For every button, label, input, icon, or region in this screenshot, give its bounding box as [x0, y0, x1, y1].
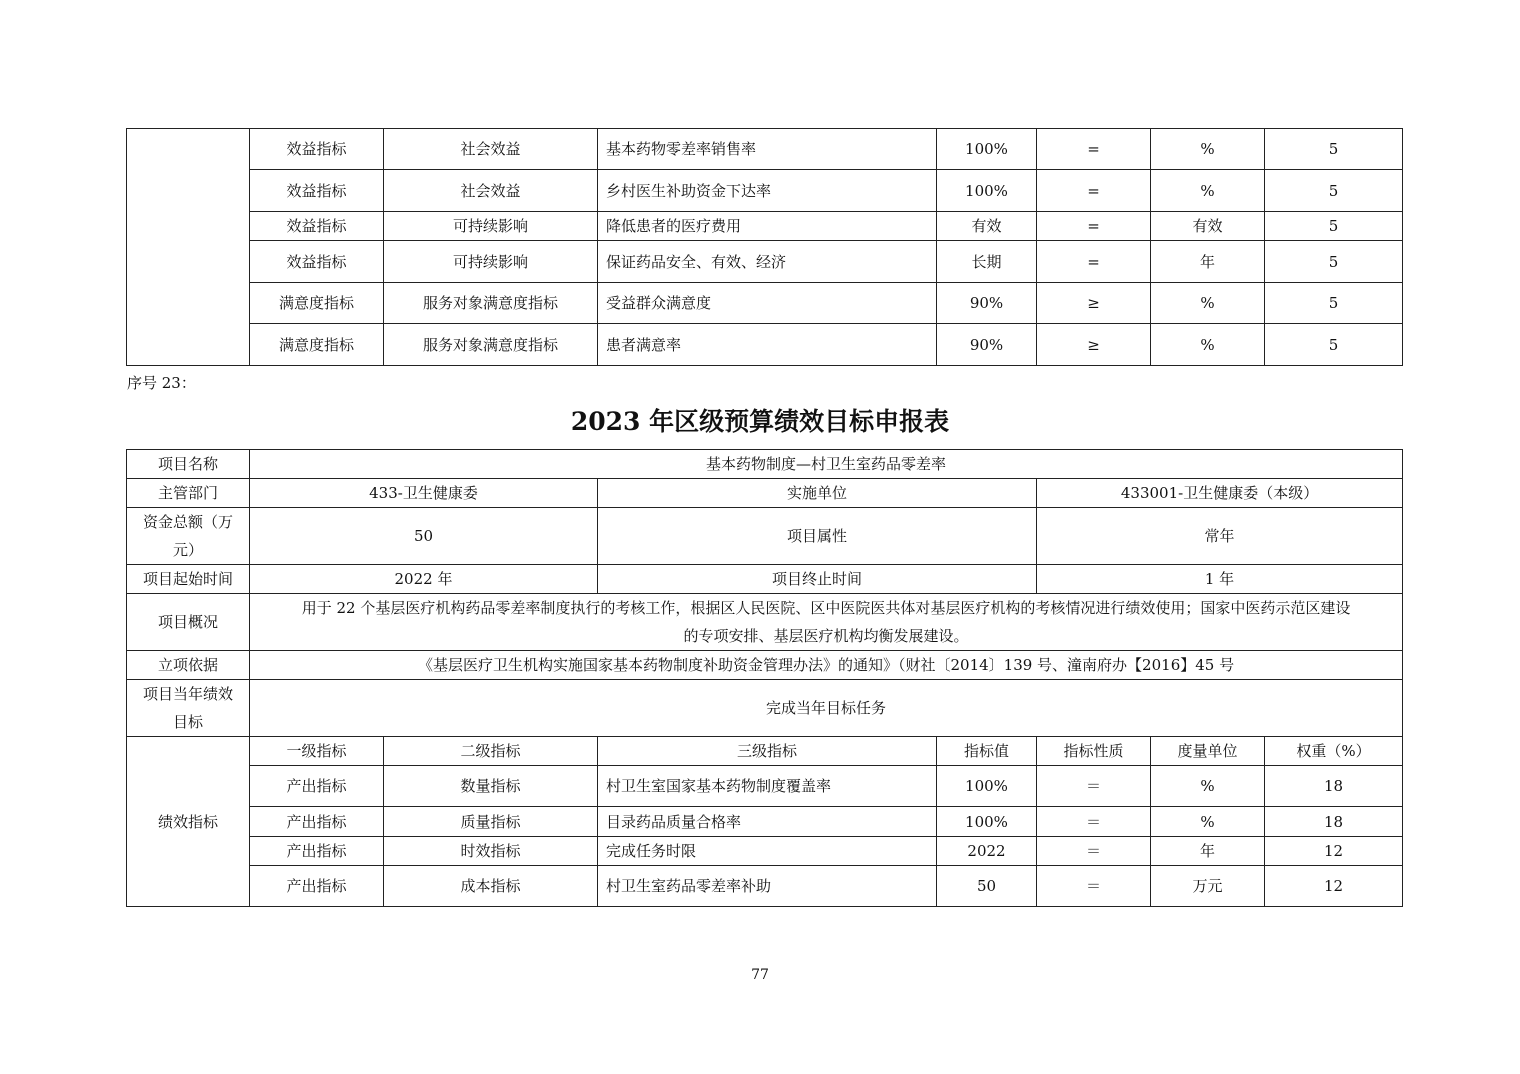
unit-cell: 有效	[1151, 212, 1265, 241]
unit-cell: %	[1151, 129, 1265, 170]
start-label: 项目起始时间	[127, 565, 250, 594]
nature-cell: ＝	[1037, 866, 1151, 907]
level3-cell: 降低患者的医疗费用	[598, 212, 937, 241]
nature-cell: ≥	[1037, 283, 1151, 324]
level2-cell: 可持续影响	[384, 241, 598, 283]
weight-cell: 18	[1265, 807, 1403, 837]
value-cell: 100%	[937, 170, 1037, 212]
value-cell: 长期	[937, 241, 1037, 283]
level1-cell: 满意度指标	[250, 283, 384, 324]
weight-cell: 5	[1265, 129, 1403, 170]
unit-cell: %	[1151, 807, 1265, 837]
table-row	[127, 129, 1403, 170]
end-value: 1 年	[1037, 565, 1403, 594]
table-row	[127, 766, 1403, 807]
weight-cell: 5	[1265, 212, 1403, 241]
level3-cell: 保证药品安全、有效、经济	[598, 241, 937, 283]
value-cell: 100%	[937, 129, 1037, 170]
level1-cell: 效益指标	[250, 129, 384, 170]
header-level1: 一级指标	[250, 737, 384, 766]
level1-cell: 满意度指标	[250, 324, 384, 366]
nature-cell: ＝	[1037, 807, 1151, 837]
value-cell: 有效	[937, 212, 1037, 241]
indicator-header-row	[127, 737, 1403, 766]
level1-cell: 产出指标	[250, 807, 384, 837]
table-row	[127, 212, 1403, 241]
table-row	[127, 837, 1403, 866]
weight-cell: 5	[1265, 283, 1403, 324]
value-cell: 50	[937, 866, 1037, 907]
level3-cell: 受益群众满意度	[598, 283, 937, 324]
value-cell: 2022	[937, 837, 1037, 866]
sequence-label: 序号 23：	[127, 374, 196, 392]
unit-cell: %	[1151, 283, 1265, 324]
dept-value: 433-卫生健康委	[250, 479, 598, 508]
perf-indicator-label: 绩效指标	[127, 737, 250, 907]
nature-cell: ＝	[1037, 837, 1151, 866]
level2-cell: 时效指标	[384, 837, 598, 866]
level3-cell: 基本药物零差率销售率	[598, 129, 937, 170]
table-row	[127, 170, 1403, 212]
nature-cell: =	[1037, 170, 1151, 212]
header-nature: 指标性质	[1037, 737, 1151, 766]
unit-cell: %	[1151, 324, 1265, 366]
level2-cell: 社会效益	[384, 170, 598, 212]
value-cell: 90%	[937, 324, 1037, 366]
header-weight: 权重（%）	[1265, 737, 1403, 766]
goal-label: 项目当年绩效 目标	[127, 680, 250, 737]
level2-cell: 数量指标	[384, 766, 598, 807]
unit-cell: %	[1151, 766, 1265, 807]
basis-value: 《基层医疗卫生机构实施国家基本药物制度补助资金管理办法》的通知》（财社〔2014〕139 号、潼南府办【2016】45 号	[250, 651, 1403, 680]
table-row	[127, 324, 1403, 366]
level1-cell: 效益指标	[250, 170, 384, 212]
project-name-row	[127, 450, 1403, 479]
level2-cell: 服务对象满意度指标	[384, 283, 598, 324]
unit-cell: 万元	[1151, 866, 1265, 907]
value-cell: 100%	[937, 807, 1037, 837]
nature-cell: ≥	[1037, 324, 1151, 366]
impl-unit-label: 实施单位	[598, 479, 1037, 508]
dept-row	[127, 479, 1403, 508]
funds-label: 资金总额（万 元）	[127, 508, 250, 565]
funds-value: 50	[250, 508, 598, 565]
page-number: 77	[751, 967, 769, 983]
weight-cell: 5	[1265, 170, 1403, 212]
weight-cell: 18	[1265, 766, 1403, 807]
basis-label: 立项依据	[127, 651, 250, 680]
project-name-label: 项目名称	[127, 450, 250, 479]
nature-cell: =	[1037, 241, 1151, 283]
top-indicator-table	[126, 128, 1403, 366]
weight-cell: 12	[1265, 866, 1403, 907]
merged-blank-cell	[127, 129, 250, 366]
unit-cell: 年	[1151, 241, 1265, 283]
end-label: 项目终止时间	[598, 565, 1037, 594]
unit-cell: %	[1151, 170, 1265, 212]
level2-cell: 质量指标	[384, 807, 598, 837]
level3-cell: 患者满意率	[598, 324, 937, 366]
dept-label: 主管部门	[127, 479, 250, 508]
level1-cell: 产出指标	[250, 766, 384, 807]
basis-row	[127, 651, 1403, 680]
weight-cell: 5	[1265, 241, 1403, 283]
value-cell: 90%	[937, 283, 1037, 324]
weight-cell: 12	[1265, 837, 1403, 866]
funds-row	[127, 508, 1403, 565]
level2-cell: 可持续影响	[384, 212, 598, 241]
header-level3: 三级指标	[598, 737, 937, 766]
table-row	[127, 866, 1403, 907]
nature-cell: =	[1037, 212, 1151, 241]
level3-cell: 村卫生室国家基本药物制度覆盖率	[598, 766, 937, 807]
overview-row	[127, 594, 1403, 651]
overview-label: 项目概况	[127, 594, 250, 651]
project-name-value: 基本药物制度—村卫生室药品零差率	[250, 450, 1403, 479]
start-value: 2022 年	[250, 565, 598, 594]
table-row	[127, 807, 1403, 837]
weight-cell: 5	[1265, 324, 1403, 366]
table-row	[127, 241, 1403, 283]
level3-cell: 村卫生室药品零差率补助	[598, 866, 937, 907]
value-cell: 100%	[937, 766, 1037, 807]
goal-row	[127, 680, 1403, 737]
level1-cell: 效益指标	[250, 241, 384, 283]
unit-cell: 年	[1151, 837, 1265, 866]
header-level2: 二级指标	[384, 737, 598, 766]
impl-unit-value: 433001-卫生健康委（本级）	[1037, 479, 1403, 508]
attr-value: 常年	[1037, 508, 1403, 565]
level3-cell: 目录药品质量合格率	[598, 807, 937, 837]
goal-value: 完成当年目标任务	[250, 680, 1403, 737]
nature-cell: ＝	[1037, 766, 1151, 807]
header-value: 指标值	[937, 737, 1037, 766]
header-unit: 度量单位	[1151, 737, 1265, 766]
budget-performance-form	[126, 449, 1403, 907]
attr-label: 项目属性	[598, 508, 1037, 565]
page-title: 2023 年区级预算绩效目标申报表	[570, 407, 950, 436]
time-row	[127, 565, 1403, 594]
level2-cell: 社会效益	[384, 129, 598, 170]
level2-cell: 服务对象满意度指标	[384, 324, 598, 366]
level1-cell: 效益指标	[250, 212, 384, 241]
level1-cell: 产出指标	[250, 866, 384, 907]
overview-value: 用于 22 个基层医疗机构药品零差率制度执行的考核工作，根据区人民医院、区中医院医共体对基层医疗机构的考核情况进行绩效使用；国家中医药示范区建设 的专项安排、基层医疗机构均衡发展建设。	[250, 594, 1403, 651]
level1-cell: 产出指标	[250, 837, 384, 866]
table-row	[127, 283, 1403, 324]
level3-cell: 完成任务时限	[598, 837, 937, 866]
level3-cell: 乡村医生补助资金下达率	[598, 170, 937, 212]
nature-cell: =	[1037, 129, 1151, 170]
level2-cell: 成本指标	[384, 866, 598, 907]
